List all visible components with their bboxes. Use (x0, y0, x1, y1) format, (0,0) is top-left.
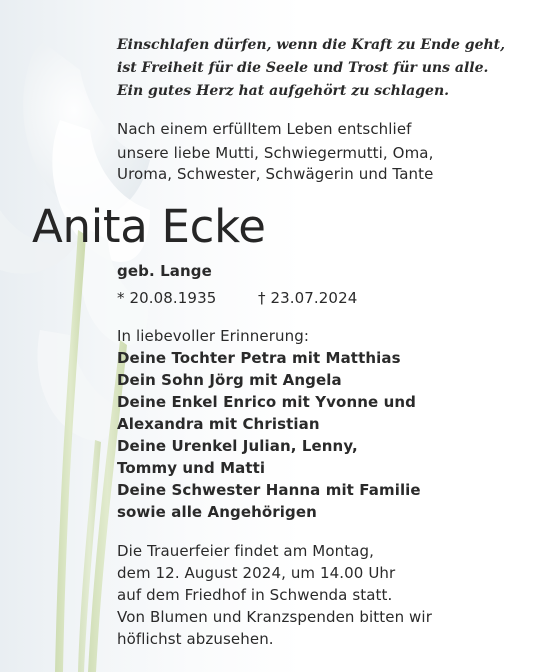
death-date: † 23.07.2024 (258, 289, 358, 307)
poem-line: ist Freiheit für die Seele und Trost für uns alle. (117, 60, 489, 76)
mourner-line: Deine Enkel Enrico mit Yvonne und (117, 393, 417, 411)
maiden-name: geb. Lange (117, 262, 212, 280)
funeral-line: Die Trauerfeier findet am Montag, (117, 542, 374, 560)
mourner-line: Deine Urenkel Julian, Lenny, (117, 437, 358, 455)
funeral-line: höflichst abzusehen. (117, 630, 274, 648)
mourner-line: Deine Schwester Hanna mit Familie (117, 481, 421, 499)
mourner-line: Dein Sohn Jörg mit Angela (117, 371, 342, 389)
mourner-line: Deine Tochter Petra mit Matthias (117, 349, 401, 367)
birth-date: * 20.08.1935 (117, 289, 217, 307)
funeral-line: dem 12. August 2024, um 14.00 Uhr (117, 564, 396, 582)
mourner-line: Alexandra mit Christian (117, 415, 320, 433)
funeral-line: auf dem Friedhof in Schwenda statt. (117, 586, 393, 604)
poem-line: Ein gutes Herz hat aufgehört zu schlagen. (117, 83, 449, 99)
poem-line: Einschlafen dürfen, wenn die Kraft zu Ende geht, (117, 37, 506, 53)
funeral-line: Von Blumen und Kranzspenden bitten wir (117, 608, 432, 626)
intro-line: Nach einem erfülltem Leben entschlief (117, 120, 412, 138)
mourner-line: sowie alle Angehörigen (117, 503, 317, 521)
intro-line: Uroma, Schwester, Schwägerin und Tante (117, 165, 434, 183)
mourners-intro: In liebevoller Erinnerung: (117, 327, 309, 345)
deceased-name: Anita Ecke (32, 200, 266, 253)
intro-line: unsere liebe Mutti, Schwiegermutti, Oma, (117, 144, 434, 162)
mourner-line: Tommy und Matti (117, 459, 266, 477)
